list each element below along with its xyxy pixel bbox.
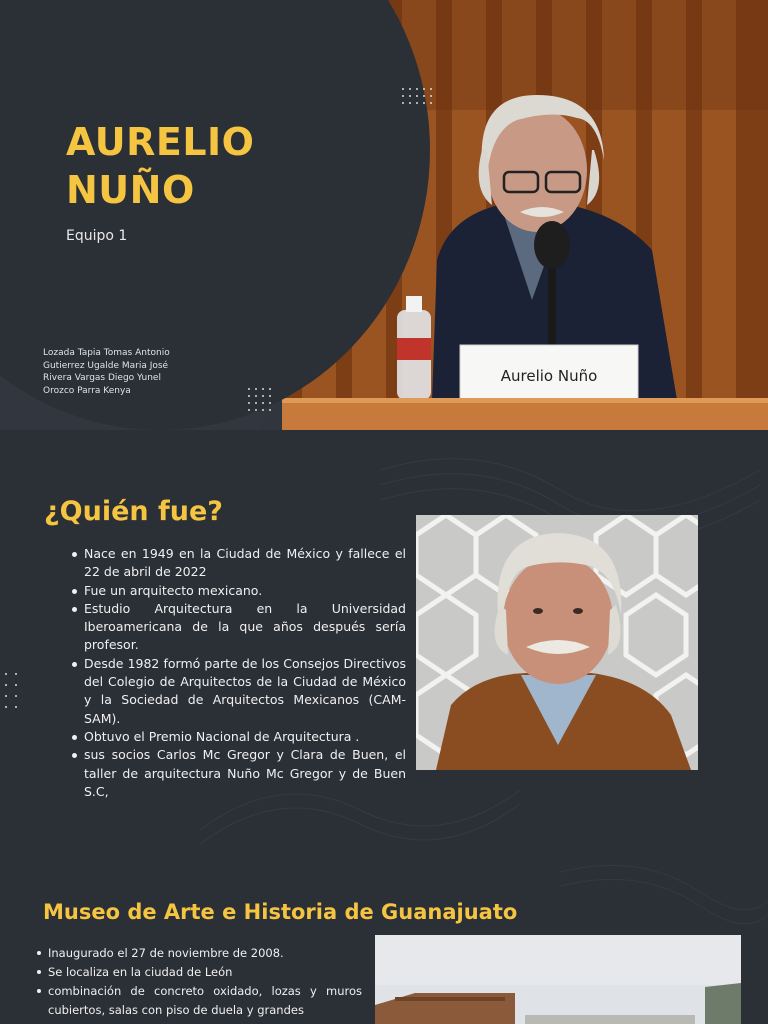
biography-section: [0, 430, 768, 862]
portrait-photo: [416, 515, 698, 770]
team-member: Gutierrez Ugalde Maria José: [43, 360, 169, 371]
title-line-2: NUÑO: [66, 168, 195, 212]
portrait-photo-icon: [416, 515, 698, 770]
section-heading: ¿Quién fue?: [44, 496, 223, 527]
museum-section: [0, 862, 768, 1024]
team-member: Rivera Vargas Diego Yunel: [43, 373, 161, 383]
cover-section: [0, 0, 768, 430]
list-item: Se localiza en la ciudad de León: [48, 963, 362, 982]
title-line-1: AURELIO: [66, 120, 255, 164]
list-item: Estudio Arquitectura en la Universidad Iberoamericana de la que años después sería profesor.: [84, 600, 406, 655]
page-title: [66, 118, 254, 214]
museum-photo-icon: [375, 935, 741, 1024]
dot-grid-decoration: [402, 88, 432, 104]
list-item: combinación de concreto oxidado, lozas y muros cubiertos, salas con piso de duela y grandes: [48, 982, 362, 1020]
list-item: Obtuvo el Premio Nacional de Arquitectura .: [84, 728, 406, 746]
biography-list: [62, 545, 406, 801]
museum-building-photo: [375, 935, 741, 1024]
list-item: sus socios Carlos Mc Gregor y Clara de Buen, el taller de arquitectura Nuño Mc Gregor y de Buen S.C,: [84, 746, 406, 801]
section-heading: Museo de Arte e Historia de Guanajuato: [43, 900, 518, 924]
list-item: Nace en 1949 en la Ciudad de México y fallece el 22 de abril de 2022: [84, 545, 406, 582]
museum-facts-list: [48, 944, 362, 1020]
dot-grid-decoration: [248, 388, 271, 411]
team-label: Equipo 1: [66, 228, 128, 244]
team-members-list: [43, 347, 170, 397]
team-member: Lozada Tapia Tomas Antonio: [43, 348, 170, 358]
list-item: Inaugurado el 27 de noviembre de 2008.: [48, 944, 362, 963]
list-item: Fue un arquitecto mexicano.: [84, 582, 406, 600]
dot-grid-decoration: [5, 673, 17, 708]
list-item: Desde 1982 formó parte de los Consejos Directivos del Colegio de Arquitectos de la Ciudad de México y la Sociedad de Arquitectos Mexicanos (CAM-SAM).: [84, 655, 406, 728]
nameplate-text: Aurelio Nuño: [500, 367, 598, 385]
team-member: Orozco Parra Kenya: [43, 385, 131, 396]
